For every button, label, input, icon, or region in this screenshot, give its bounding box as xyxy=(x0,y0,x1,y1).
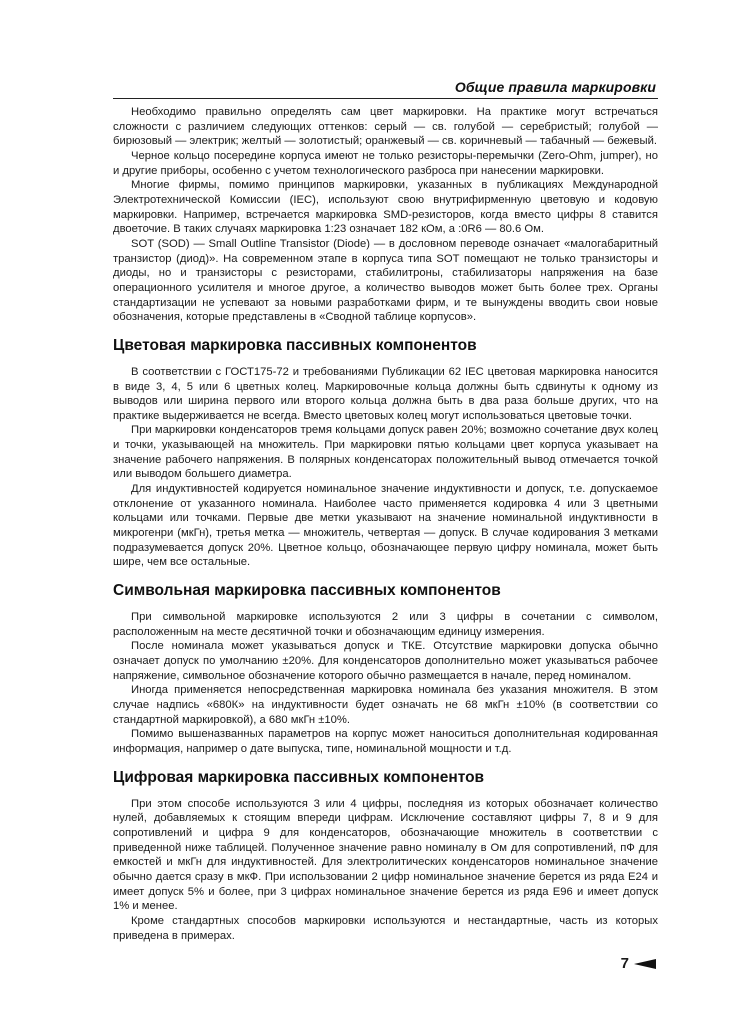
paragraph: Помимо вышеназванных параметров на корпус может наноситься дополнительная кодированная информация, например о дате выпуска, типе, номинальной мощности и т.д. xyxy=(113,728,658,755)
paragraph: При символьной маркировке используются 2 или 3 цифры в сочетании с символом, расположенным на месте десятичной точки и обозначающим единицу измерения. xyxy=(113,611,658,638)
page-number: 7 xyxy=(620,955,629,972)
paragraph: SOT (SOD) — Small Outline Transistor (Diode) — в дословном переводе означает «малогабаритный транзистор (диод)». На современном этапе в корпуса типа SOT помещают не только транзисторы и диоды, но и транзисторы с резисторами, стабилитроны, стабилизаторы напряжения на базе операционного усилителя и многое другое, а количество выводов может быть более трех. Органы стандартизации не успевают за новыми разработками фирм, и те вынуждены вводить свои новые обозначения, которые представлены в «Сводной таблице корпусов». xyxy=(113,237,658,324)
paragraph: Необходимо правильно определять сам цвет маркировки. На практике могут встречаться сложности с различием следующих оттенков: серый — св. голубой — серебристый; голубой — бирюзовый — электрик; желтый — золотистый; оранжевый — св. коричневый — табачный — бежевый. xyxy=(113,106,658,148)
section-color-marking xyxy=(113,337,658,570)
paragraph: Для индуктивностей кодируется номинальное значение индуктивности и допуск, т.е. допускаемое отклонение от указанного номинала. Наиболее часто применяется кодировка 4 или 3 цветными кольцами или точками. Первые две метки указывают на значение номинальной индуктивности в микрогенри (мкГн), третья метка — множитель, четвертая — допуск. В случае кодирования 3 метками подразумевается допуск 20%. Цветное кольцо, обозначающее первую цифру номинала, может быть шире, чем все остальные. xyxy=(113,483,658,569)
section-heading: Цветовая маркировка пассивных компонентов xyxy=(113,336,477,354)
running-header: Общие правила маркировки xyxy=(454,79,656,95)
paragraph: В соответствии с ГОСТ175-72 и требованиями Публикации 62 IEC цветовая маркировка наносится в виде 3, 4, 5 или 6 цветных колец. Маркировочные кольца должны быть сдвинуты к одному из выводов или ширина первого или второго кольца должна быть в два раза больше других, что на практике выдерживается не всегда. Вместо цветовых колец могут использоваться цветовые точки. xyxy=(113,365,658,422)
page-content xyxy=(113,105,658,943)
paragraph: Черное кольцо посередине корпуса имеют не только резисторы-перемычки (Zero-Ohm, jumper), но и другие приборы, особенно с учетом технологического разброса при нанесении маркировки. xyxy=(113,149,658,177)
section-heading: Цифровая маркировка пассивных компонентов xyxy=(113,768,485,786)
section-symbol-marking xyxy=(113,582,658,757)
section-digital-marking xyxy=(113,769,658,944)
paragraph: После номинала может указываться допуск и ТКЕ. Отсутствие маркировки допуска обычно означает допуск по умолчанию ±20%. Для конденсаторов дополнительно может указываться рабочее напряжение, символьное обозначение которого обычно размещается в начале, перед номиналом. xyxy=(113,640,658,682)
paragraph: Иногда применяется непосредственная маркировка номинала без указания множителя. В этом случае надпись «680К» на индуктивности будет означать не 68 мкГн ±10% (в соответствии со стандартной маркировкой), а 680 мкГн ±10%. xyxy=(113,684,658,726)
left-arrow-icon xyxy=(634,959,656,969)
header-rule xyxy=(113,98,658,99)
section-heading: Символьная маркировка пассивных компонентов xyxy=(113,582,501,600)
intro-block xyxy=(113,105,658,325)
paragraph: При маркировки конденсаторов тремя кольцами допуск равен 20%; возможно сочетание двух колец и точки, указывающей на множитель. При маркировки пятью кольцами цвет корпуса указывает на значение рабочего напряжения. В полярных конденсаторах положительный вывод отмечается точкой или выводом большего диаметра. xyxy=(113,424,658,481)
paragraph: Многие фирмы, помимо принципов маркировки, указанных в публикациях Международной Электротехнической Комиссии (IEC), используют свою внутрифирменную цветовую и кодовую маркировки. Например, встречается маркировка SMD-резисторов, когда вместо цифры 8 ставится двоеточие. В таких случаях маркировка 1:23 означает 182 кОм, а :0R6 — 80.6 Ом. xyxy=(113,179,658,236)
paragraph: Кроме стандартных способов маркировки используются и нестандартные, часть из которых приведена в примерах. xyxy=(113,914,658,942)
page-footer xyxy=(621,955,656,972)
paragraph: При этом способе используются 3 или 4 цифры, последняя из которых обозначает количество нулей, добавляемых к стоящим впереди цифрам. Исключение составляют цифры 7, 8 и 9 для сопротивлений и цифра 9 для конденсаторов, обозначающие множитель в соответствии с приведенной ниже таблицей. Полученное значение равно номиналу в Ом для сопротивлений, пФ для емкостей и мкГн для индуктивностей. Для электролитических конденсаторов номинальное значение обычно дается сразу в мкФ. При использовании 2 цифр номинальное значение берется из ряда Е24 и имеет допуск 5% и более, при 3 цифрах номинальное значение берется из ряда Е96 и имеет допуск 1% и менее. xyxy=(113,797,658,913)
